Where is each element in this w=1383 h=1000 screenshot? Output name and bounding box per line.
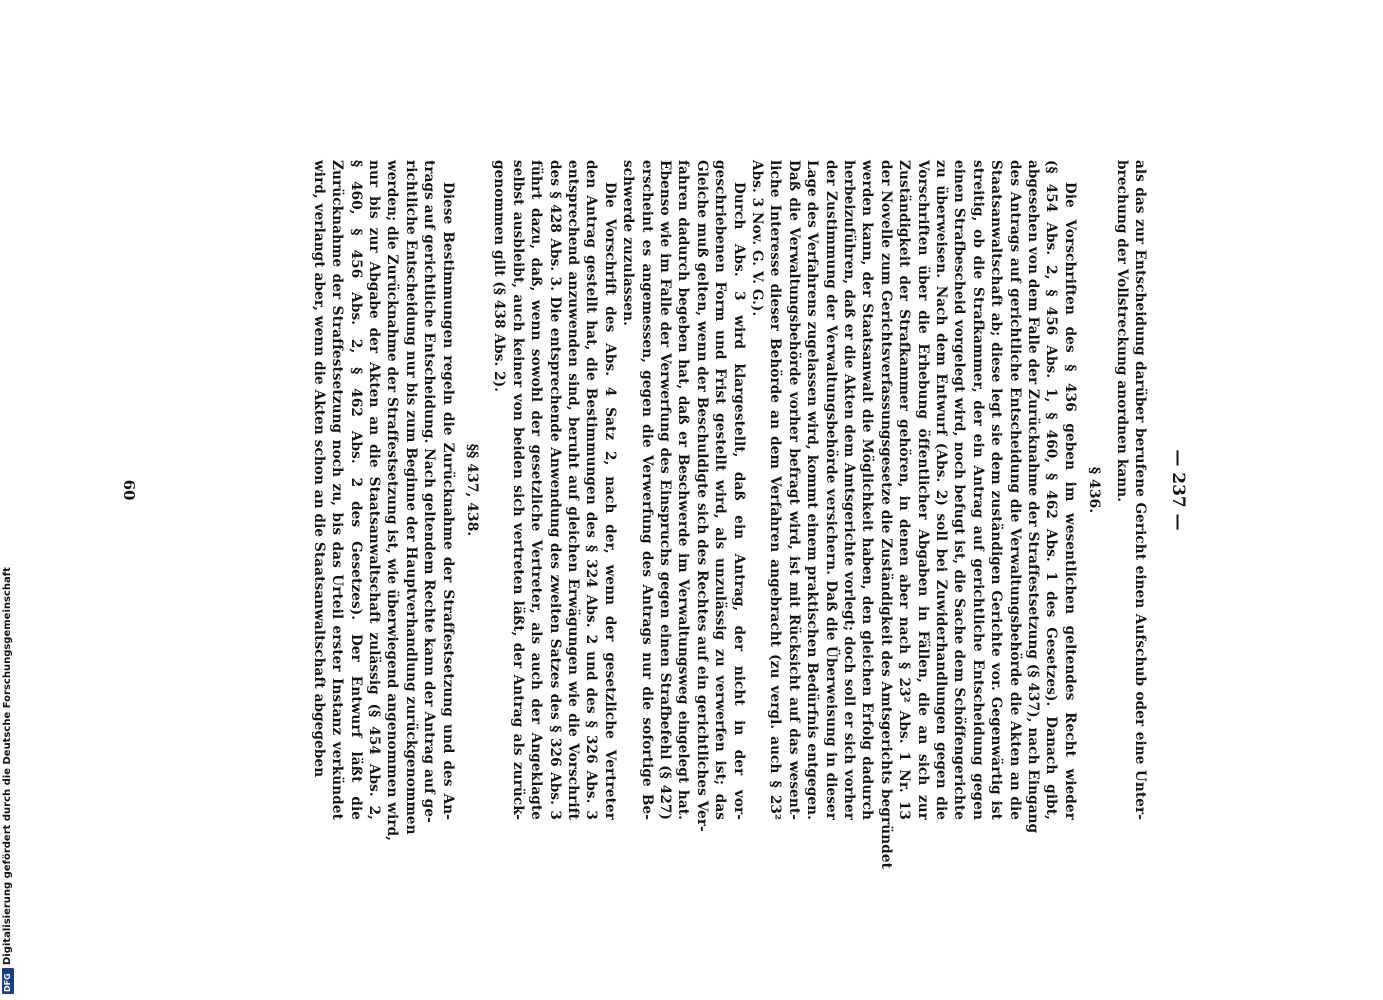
text-line: Diese Bestimmungen regeln die Zurücknahme der Straffestsetzung und des An- xyxy=(439,182,456,820)
text-line: Daß die Verwaltungsbehörde vorher befragt wird, ist mit Rücksicht auf das wesent- xyxy=(785,160,802,820)
text-line: richtliche Entscheidung nur bis zum Beginne der Hauptverhandlung zurückgenommen xyxy=(402,160,419,835)
text-line: abgesehen von dem Falle der Zurücknahme der Straffestsetzung (§ 437), nach Eingang xyxy=(1025,160,1041,834)
text-line: selbst ausbleibt, auch keiner von beiden sich vertreten läßt, der Antrag als zurück- xyxy=(509,160,526,820)
text-line: erscheint es angemessen, gegen die Verwerfung des Antrags nur die sofortige Be- xyxy=(638,160,655,820)
text-line: geschriebenen Form und Frist gestellt wird, als unzulässig zu verwerfen ist; das xyxy=(712,160,729,820)
text-line: wird, verlangt aber, wenn die Akten schon an die Staatsanwaltschaft abgegeben xyxy=(310,160,327,778)
text-line: des Antrags auf gerichtliche Entscheidung die Verwaltungsbehörde die Akten an die xyxy=(1006,160,1023,820)
text-line: Die Vorschriften des § 436 geben im wesentlichen geltendes Recht wieder xyxy=(1061,182,1078,820)
text-line: entsprechend anzuwenden sind, beruht auf gleichen Erwägungen wie die Vorschrift xyxy=(565,160,581,820)
text-line: brechung der Vollstreckung anordnen kann. xyxy=(1113,160,1130,503)
text-line: Staatsanwaltschaft ab; diese legt sie dem zuständigen Gerichte vor. Gegenwärtig ist xyxy=(988,160,1005,820)
text-line: streitig, ob die Strafkammer, der ein Antrag auf gerichtliche Entscheidung gegen xyxy=(969,160,986,820)
text-line: trags auf gerichtliche Entscheidung. Nach geltendem Rechte kann der Antrag auf ge- xyxy=(421,160,438,823)
text-line: Zurücknahme der Straffestsetzung noch zu, bis das Urteil erster Instanz verkündet xyxy=(329,160,346,820)
text-line: § 460, § 456 Abs. 2, § 462 Abs. 2 des Gesetzes). Der Entwurf läßt die xyxy=(347,160,364,820)
text-line: Die Vorschrift des Abs. 4 Satz 2, nach der, wenn der gesetzliche Vertreter xyxy=(601,182,618,820)
text-line: nur bis zur Abgabe der Akten an die Staatsanwaltschaft zulässig (§ 454 Abs. 2, xyxy=(366,160,382,820)
text-line: Vorschriften über die Erhebung öffentlicher Abgaben in Fällen, die an sich zur xyxy=(914,160,931,820)
rotated-text-block xyxy=(108,160,1188,869)
text-line: Abs. 3 Nov. G. V. G.). xyxy=(749,160,765,317)
text-line: Gleiche muß gelten, wenn der Beschuldigte sich des Rechtes auf ein gerichtliches Ver- xyxy=(693,160,710,832)
text-line: Ebenso wie im Falle der Verwerfung des Einspruchs gegen einen Strafbefehl (§ 427) xyxy=(657,160,673,820)
text-line: genommen gilt (§ 438 Abs. 2). xyxy=(491,160,508,393)
text-line: (§ 454 Abs. 2, § 456 Abs. 1, § 460, § 462 Abs. 1 des Gesetzes). Danach gibt, xyxy=(1043,160,1060,820)
text-line: einen Strafbescheid vorgelegt wird, noch befugt ist, die Sache dem Schöffengerichte xyxy=(951,160,968,820)
digitization-credit: Digitalisierung gefördert durch die Deutsche Forschungsgemeinschaft xyxy=(2,567,13,965)
text-line: zu überweisen. Nach dem Entwurf (Abs. 2) soll bei Zuwiderhandlungen gegen die xyxy=(933,160,949,820)
text-line: der Zustimmung der Verwaltungsbehörde versichern. Daß die Überweisung in dieser xyxy=(822,160,839,820)
text-line: Durch Abs. 3 wird klargestellt, daß ein Antrag, der nicht in der vor- xyxy=(730,182,747,820)
text-line: fahren dadurch begeben hat, daß er Beschwerde im Verwaltungsweg eingelegt hat. xyxy=(675,160,692,820)
text-line: den Antrag gestellt hat, die Bestimmungen des § 324 Abs. 2 und des § 326 Abs. 3 xyxy=(583,160,600,820)
page-number: — 237 — xyxy=(1168,449,1188,531)
text-line: Zuständigkeit der Strafkammer gehören, in denen aber nach § 23² Abs. 1 Nr. 13 xyxy=(896,160,913,820)
text-line: Lage des Verfahrens zugelassen wird, kommt einem praktischen Bedürfnis entgegen. xyxy=(804,160,821,820)
text-line: als das zur Entscheidung darüber berufene Gericht einen Aufschub oder eine Unter- xyxy=(1132,160,1148,820)
digitization-sidebar xyxy=(0,0,18,1000)
text-line: herbeizuführen, daß er die Akten dem Amtsgerichte vorlegt; doch soll er sich vorher xyxy=(841,160,857,820)
section-heading: §§ 437, 438. xyxy=(464,443,480,537)
sheet-number: 60 xyxy=(120,479,138,501)
text-line: liche Interesse dieser Behörde an dem Verfahren angebracht (zu vergl. auch § 23² xyxy=(767,160,784,820)
dfg-logo-text: DFG xyxy=(3,973,12,992)
text-line: der Novelle zum Gerichtsverfassungsgesetze die Zuständigkeit des Amtsgerichts begründet xyxy=(877,160,894,869)
dfg-logo-icon xyxy=(2,968,14,994)
text-line: werden; die Zurücknahme der Straffestsetzung ist, wie überwiegend angenommen wird, xyxy=(384,160,401,842)
section-heading: § 436. xyxy=(1086,466,1103,514)
text-line: führt dazu, daß, wenn sowohl der gesetzliche Vertreter, als auch der Angeklagte xyxy=(528,160,545,820)
text-line: schwerde zuzulassen. xyxy=(620,160,637,326)
text-line: des § 428 Abs. 3. Die entsprechende Anwendung des zweiten Satzes des § 326 Abs. 3 xyxy=(546,160,563,820)
text-line: werden kann, der Staatsanwalt die Möglichkeit haben, den gleichen Erfolg dadurch xyxy=(859,160,876,820)
